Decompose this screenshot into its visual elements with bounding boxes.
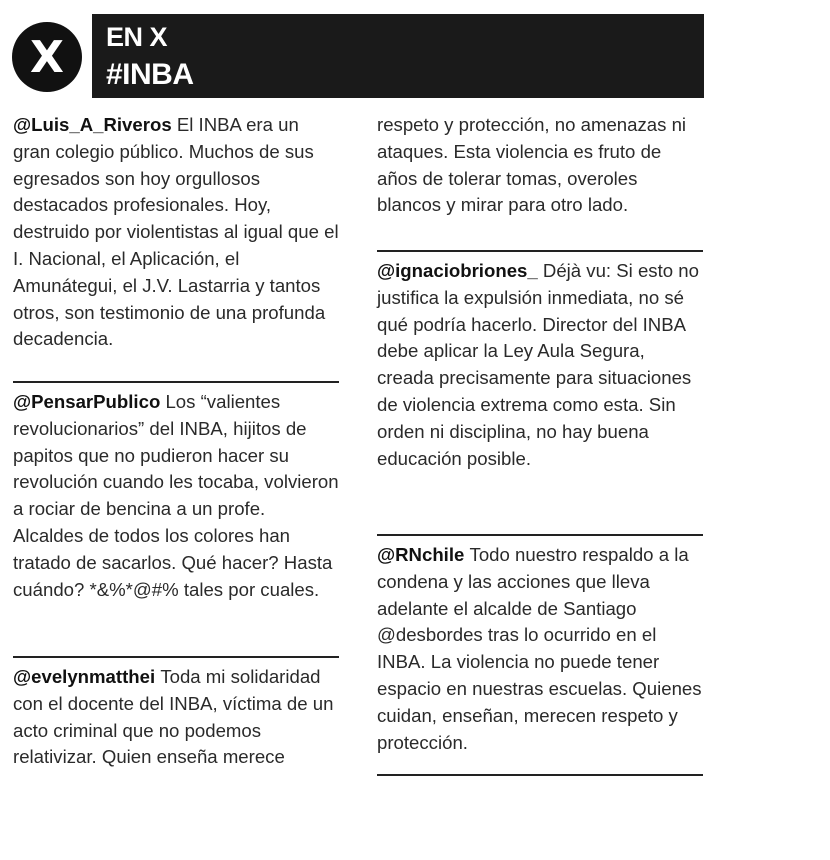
post-rn-chile <box>377 542 703 770</box>
post-handle[interactable]: @Luis_A_Riveros <box>13 114 177 135</box>
post-pensar-publico <box>13 389 339 652</box>
post-evelyn-matthei <box>13 664 339 784</box>
title-line-1: EN X <box>106 22 168 52</box>
divider <box>377 534 703 536</box>
post-handle[interactable]: @ignaciobriones_ <box>377 260 543 281</box>
x-logo-icon: X <box>12 22 82 92</box>
post-text: El INBA era un gran colegio público. Muchos de sus egresados son hoy orgullosos destacados profesionales. Hoy, destruido por violentistas al igual que el I. Nacional, el Aplicación, el Amunátegui, el J.V. Lastarria y tantos otros, son testimonio de una profunda decadencia. <box>13 114 339 350</box>
post-text: Los “valientes revolucionarios” del INBA, hijitos de papitos que no pudieron hacer su revolución cuando les tocaba, volvieron a rociar de bencina a un profe. Alcaldes de todos los colores han tratado de sacarlos. Qué hacer? Hasta cuándo? *&%*@#% tales por cuales. <box>13 391 339 600</box>
post-luis-riveros <box>13 112 339 377</box>
post-evelyn-matthei-continued <box>377 112 703 246</box>
column-left <box>13 112 339 784</box>
divider <box>377 774 703 776</box>
post-text: Déjà vu: Si esto no justifica la expulsión inmediata, no sé qué podría hacerlo. Director del INBA debe aplicar la Ley Aula Segura, creada precisamente para situaciones de violencia extrema como esta. Sin orden ni disciplina, no hay buena educación posible. <box>377 260 699 469</box>
title-hashtag: #INBA <box>106 58 194 91</box>
post-handle[interactable]: @PensarPublico <box>13 391 166 412</box>
divider <box>377 250 703 252</box>
divider <box>13 656 339 658</box>
title-bar <box>92 14 704 98</box>
section-header <box>10 14 704 98</box>
post-text-continued: respeto y protección, no amenazas ni ataques. Esta violencia es fruto de años de tolerar tomas, overoles blancos y mirar para otro lado. <box>377 114 687 216</box>
post-handle[interactable]: @RNchile <box>377 544 470 565</box>
post-text: Todo nuestro respaldo a la condena y las acciones que lleva adelante el alcalde de Santiago @desbordes tras lo ocurrido en el INBA. La violencia no puede tener espacio en nuestras escuelas. Quienes cuidan, enseñan, merecen respeto y protección. <box>377 544 702 753</box>
post-handle[interactable]: @evelynmatthei <box>13 666 161 687</box>
post-ignacio-briones <box>377 258 703 530</box>
post-text: Toda mi solidaridad con el docente del INBA, víctima de un acto criminal que no podemos relativizar. Quien enseña merece <box>13 666 334 768</box>
divider <box>13 381 339 383</box>
column-right <box>377 112 703 782</box>
